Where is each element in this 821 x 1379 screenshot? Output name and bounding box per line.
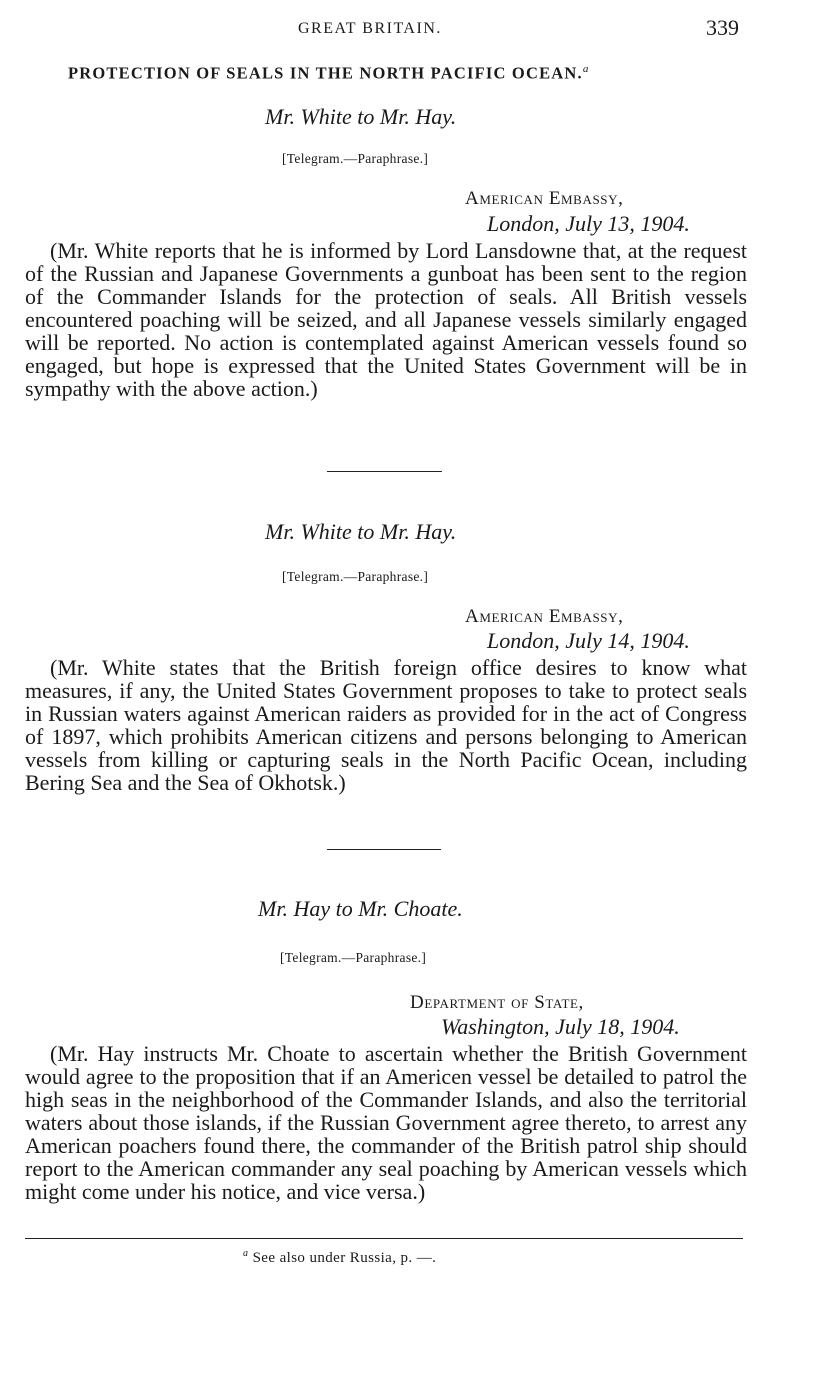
footnote-rule: [25, 1238, 743, 1239]
footnote-text: See also under Russia, p. —.: [252, 1250, 437, 1266]
page-number: 339: [706, 15, 739, 40]
separator-rule: [327, 471, 442, 472]
document-heading: Mr. White to Mr. Hay.: [265, 519, 457, 544]
footnote: [243, 1248, 436, 1267]
document-date: London, July 14, 1904.: [487, 628, 690, 653]
document-place: American Embassy,: [465, 188, 624, 209]
separator-rule: [327, 849, 441, 850]
document-body: (Mr. White reports that he is informed by Lord Lansdowne that, at the request of the Russian and Japanese Governments a gunboat has been sent to the region of the Commander Islands for the protection of seals. All British vessels encountered poaching will be seized, and all Japanese vessels similarly engaged will be reported. No action is contemplated against American vessels found so engaged, but hope is expressed that the United States Government will be in sympathy with the above action.): [25, 238, 747, 401]
document-note: [Telegram.—Paraphrase.]: [280, 950, 427, 965]
document-date: London, July 13, 1904.: [487, 211, 690, 236]
document-body: (Mr. White states that the British foreign office desires to know what measures, if any, the United States Government proposes to take to protect seals in Russian waters against American raiders as provided for in the act of Congress of 1897, which prohibits American citizens and persons belonging to American vessels from killing or capturing seals in the North Pacific Ocean, including Bering Sea and the Sea of Okhotsk.): [25, 655, 747, 795]
document-note: [Telegram.—Paraphrase.]: [282, 151, 429, 166]
document-note: [Telegram.—Paraphrase.]: [282, 569, 429, 584]
document-date: Washington, July 18, 1904.: [441, 1014, 680, 1039]
running-title: GREAT BRITAIN.: [298, 20, 442, 37]
section-title-text: PROTECTION OF SEALS IN THE NORTH PACIFIC OCEAN.: [68, 63, 583, 83]
footnote-reference: a: [582, 63, 590, 75]
document-heading: Mr. White to Mr. Hay.: [265, 104, 457, 129]
document-place: American Embassy,: [465, 606, 624, 627]
section-title: [68, 63, 590, 84]
document-heading: Mr. Hay to Mr. Choate.: [258, 896, 463, 921]
footnote-mark: a: [243, 1248, 249, 1259]
document-place: Department of State,: [410, 992, 584, 1013]
document-body: (Mr. Hay instructs Mr. Choate to ascertain whether the British Government would agree to the proposition that if an Americen vessel be detailed to patrol the high seas in the neighborhood of the Commander Islands, and also the territorial waters about those islands, if the Russian Government agree thereto, to arrest any American poachers found there, the commander of the British patrol ship should report to the American commander any seal poaching by American vessels which might come under his notice, and vice versa.): [25, 1041, 747, 1204]
